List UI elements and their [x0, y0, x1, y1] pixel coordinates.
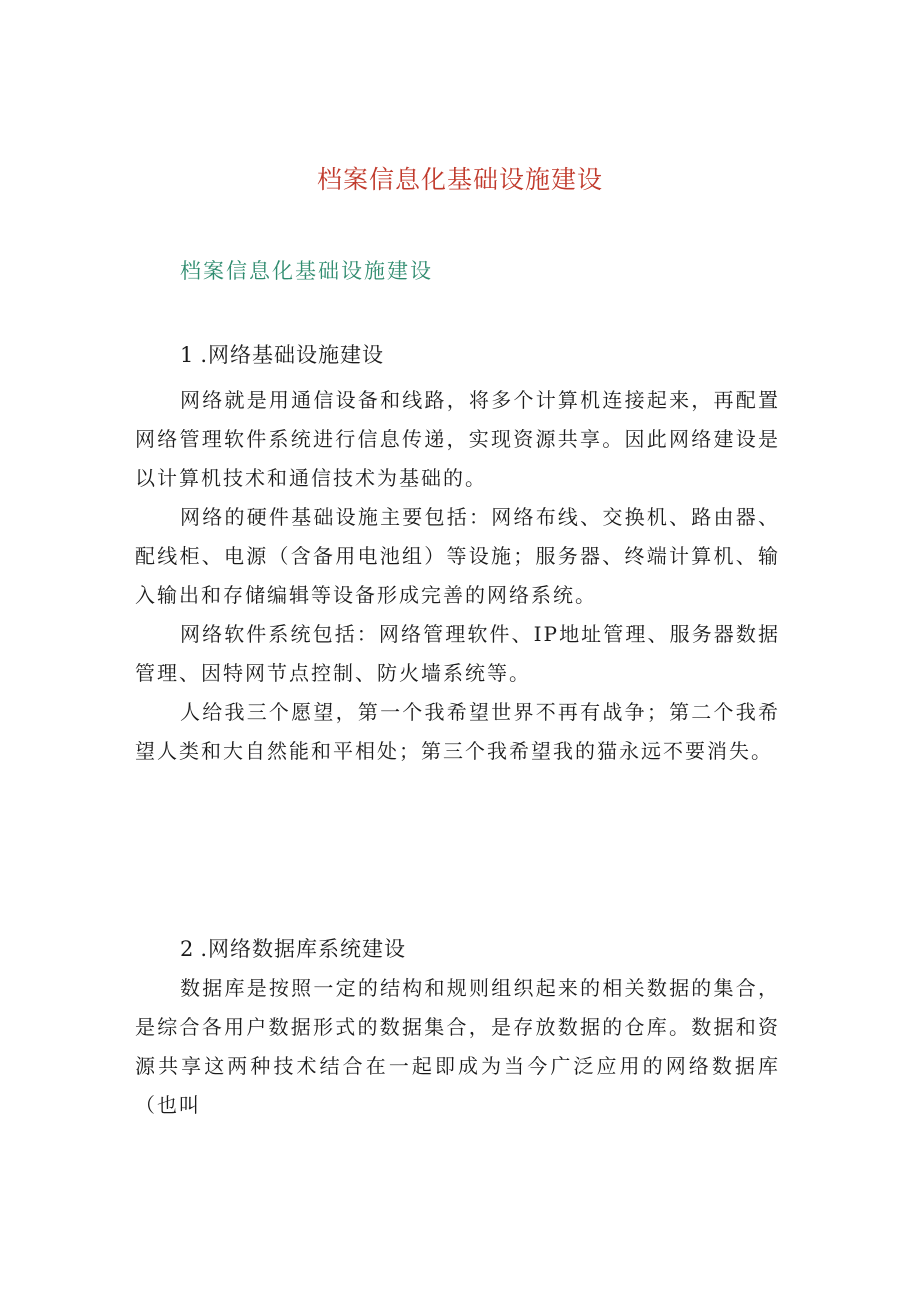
section-number: 1 [180, 343, 195, 367]
paragraph-network-software: 网络软件系统包括：网络管理软件、IP地址管理、服务器数据管理、因特网节点控制、防火墙系统等。 [135, 622, 780, 685]
paragraph-network-definition: 网络就是用通信设备和线路，将多个计算机连接起来，再配置网络管理软件系统进行信息传递，实现资源共享。因此网络建设是以计算机技术和通信技术为基础的。 [135, 388, 780, 490]
paragraph-database-definition: 数据库是按照一定的结构和规则组织起来的相关数据的集合，是综合各用户数据形式的数据集合，是存放数据的仓库。数据和资源共享这两种技术结合在一起即成为当今广泛应用的网络数据库（也叫 [135, 976, 780, 1117]
section-number: 2 [180, 937, 195, 961]
section-heading-text: .网络数据库系统建设 [200, 937, 407, 961]
section-heading-text: .网络基础设施建设 [200, 343, 385, 367]
section-heading-network-infrastructure [180, 340, 384, 370]
paragraph-network-hardware: 网络的硬件基础设施主要包括：网络布线、交换机、路由器、配线柜、电源（含备用电池组）等设施；服务器、终端计算机、输入输出和存储编辑等设备形成完善的网络系统。 [135, 505, 780, 607]
document-title: 档案信息化基础设施建设 [316, 165, 603, 194]
paragraph-three-wishes: 人给我三个愿望，第一个我希望世界不再有战争；第二个我希望人类和大自然能和平相处；第三个我希望我的猫永远不要消失。 [135, 700, 780, 763]
section-heading-network-database [180, 934, 406, 964]
document-subtitle: 档案信息化基础设施建设 [180, 259, 433, 283]
